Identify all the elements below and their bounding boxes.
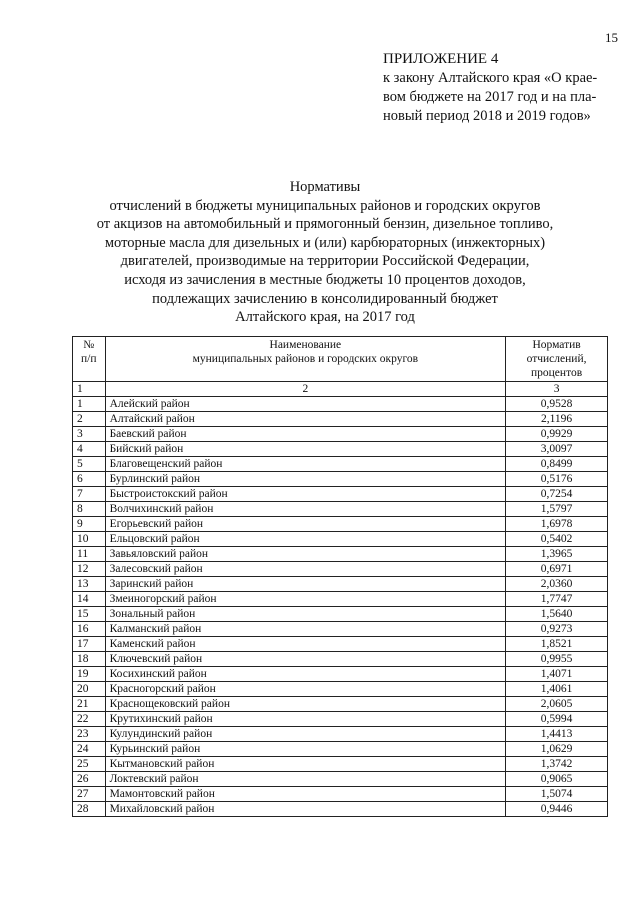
norm-value: 0,5176 [506,472,608,487]
district-name: Калманский район [105,622,506,637]
table-row [73,562,608,577]
row-number: 10 [73,532,106,547]
district-name: Бурлинский район [105,472,506,487]
row-number: 23 [73,727,106,742]
row-number: 4 [73,442,106,457]
norm-value: 0,8499 [506,457,608,472]
district-name: Залесовский район [105,562,506,577]
title-line: подлежащих зачислению в консолидированный бюджет [152,290,498,307]
document-title [70,178,580,327]
district-name: Егорьевский район [105,517,506,532]
table-row [73,772,608,787]
appendix-line: вом бюджете на 2017 год и на пла- [383,89,597,105]
norm-value: 0,9273 [506,622,608,637]
row-number: 7 [73,487,106,502]
row-number: 13 [73,577,106,592]
district-name: Завьяловский район [105,547,506,562]
district-name: Красногорский район [105,682,506,697]
header-line: муниципальных районов и городских округов [192,353,419,365]
district-name: Зональный район [105,607,506,622]
table-row [73,457,608,472]
norm-value: 0,5402 [506,532,608,547]
norm-value: 0,9528 [506,397,608,412]
table-row [73,622,608,637]
table-row [73,667,608,682]
table-row [73,802,608,817]
norm-value: 2,0605 [506,697,608,712]
row-number: 27 [73,787,106,802]
table-row [73,442,608,457]
district-name: Крутихинский район [105,712,506,727]
district-name: Кулундинский район [105,727,506,742]
header-line: отчислений, [526,353,587,365]
norm-value: 1,6978 [506,517,608,532]
row-number: 1 [73,397,106,412]
norm-value: 1,8521 [506,637,608,652]
row-number: 19 [73,667,106,682]
title-line: от акцизов на автомобильный и прямогонный бензин, дизельное топливо, [96,216,554,233]
title-heading: Нормативы [289,179,361,195]
norm-value: 2,1196 [506,412,608,427]
row-number: 17 [73,637,106,652]
row-number: 18 [73,652,106,667]
column-header-value [506,337,608,382]
appendix-block [383,50,623,126]
row-number: 28 [73,802,106,817]
norms-table [72,336,608,817]
norm-value: 1,7747 [506,592,608,607]
table-row [73,652,608,667]
district-name: Алейский район [105,397,506,412]
table-row [73,577,608,592]
table-row [73,682,608,697]
row-number: 15 [73,607,106,622]
district-name: Михайловский район [105,802,506,817]
district-name: Ельцовский район [105,532,506,547]
column-index: 1 [73,382,106,397]
page-number: 15 [605,30,618,45]
norm-value: 0,9446 [506,802,608,817]
title-line: моторные масла для дизельных и (или) карбюраторных (инжекторных) [104,234,546,251]
table-row [73,547,608,562]
table-row [73,637,608,652]
table-row [73,427,608,442]
norm-value: 1,5640 [506,607,608,622]
table-row [73,757,608,772]
header-line: Норматив [532,339,581,351]
row-number: 3 [73,427,106,442]
district-name: Кытмановский район [105,757,506,772]
norm-value: 1,5797 [506,502,608,517]
table-row [73,472,608,487]
row-number: 12 [73,562,106,577]
row-number: 8 [73,502,106,517]
table-row [73,517,608,532]
row-number: 25 [73,757,106,772]
district-name: Заринский район [105,577,506,592]
header-line: Наименование [269,339,342,351]
district-name: Курьинский район [105,742,506,757]
norm-value: 1,4061 [506,682,608,697]
norm-value: 0,9929 [506,427,608,442]
district-name: Баевский район [105,427,506,442]
table-row [73,742,608,757]
norm-value: 1,4413 [506,727,608,742]
row-number: 6 [73,472,106,487]
header-line: процентов [531,367,583,379]
title-line: исходя из зачисления в местные бюджеты 10 процентов доходов, [124,271,526,288]
district-name: Благовещенский район [105,457,506,472]
row-number: 22 [73,712,106,727]
header-line: № [83,339,95,351]
district-name: Каменский район [105,637,506,652]
title-line: двигателей, производимые на территории Российской Федерации, [120,253,530,270]
header-line: п/п [81,353,97,365]
title-line: Алтайского края, на 2017 год [235,309,415,326]
table-row [73,712,608,727]
row-number: 2 [73,412,106,427]
norm-value: 1,3965 [506,547,608,562]
norm-value: 0,9955 [506,652,608,667]
district-name: Ключевский район [105,652,506,667]
table-header-row [73,337,608,382]
table-row [73,697,608,712]
row-number: 26 [73,772,106,787]
district-name: Быстроистокский район [105,487,506,502]
norm-value: 1,4071 [506,667,608,682]
row-number: 9 [73,517,106,532]
norm-value: 3,0097 [506,442,608,457]
district-name: Алтайский район [105,412,506,427]
norm-value: 0,5994 [506,712,608,727]
appendix-heading: ПРИЛОЖЕНИЕ 4 [383,51,499,67]
table-row [73,592,608,607]
table-row [73,412,608,427]
norm-value: 2,0360 [506,577,608,592]
district-name: Мамонтовский район [105,787,506,802]
appendix-line: к закону Алтайского края «О крае- [383,70,598,86]
norm-value: 0,6971 [506,562,608,577]
table-body [73,397,608,817]
row-number: 24 [73,742,106,757]
column-index-row [73,382,608,397]
row-number: 5 [73,457,106,472]
table-row [73,487,608,502]
table-row [73,397,608,412]
column-index: 3 [506,382,608,397]
row-number: 16 [73,622,106,637]
title-line: отчислений в бюджеты муниципальных районов и городских округов [109,197,541,214]
row-number: 20 [73,682,106,697]
table-row [73,727,608,742]
norm-value: 0,9065 [506,772,608,787]
norm-value: 1,5074 [506,787,608,802]
row-number: 21 [73,697,106,712]
row-number: 11 [73,547,106,562]
table-row [73,502,608,517]
district-name: Бийский район [105,442,506,457]
district-name: Краснощековский район [105,697,506,712]
row-number: 14 [73,592,106,607]
table-row [73,532,608,547]
column-header-number [73,337,106,382]
district-name: Волчихинский район [105,502,506,517]
district-name: Косихинский район [105,667,506,682]
norm-value: 0,7254 [506,487,608,502]
column-header-name [105,337,506,382]
table-row [73,787,608,802]
table-row [73,607,608,622]
appendix-line: новый период 2018 и 2019 годов» [383,108,591,124]
district-name: Локтевский район [105,772,506,787]
norm-value: 1,0629 [506,742,608,757]
norm-value: 1,3742 [506,757,608,772]
column-index: 2 [105,382,506,397]
district-name: Змеиногорский район [105,592,506,607]
